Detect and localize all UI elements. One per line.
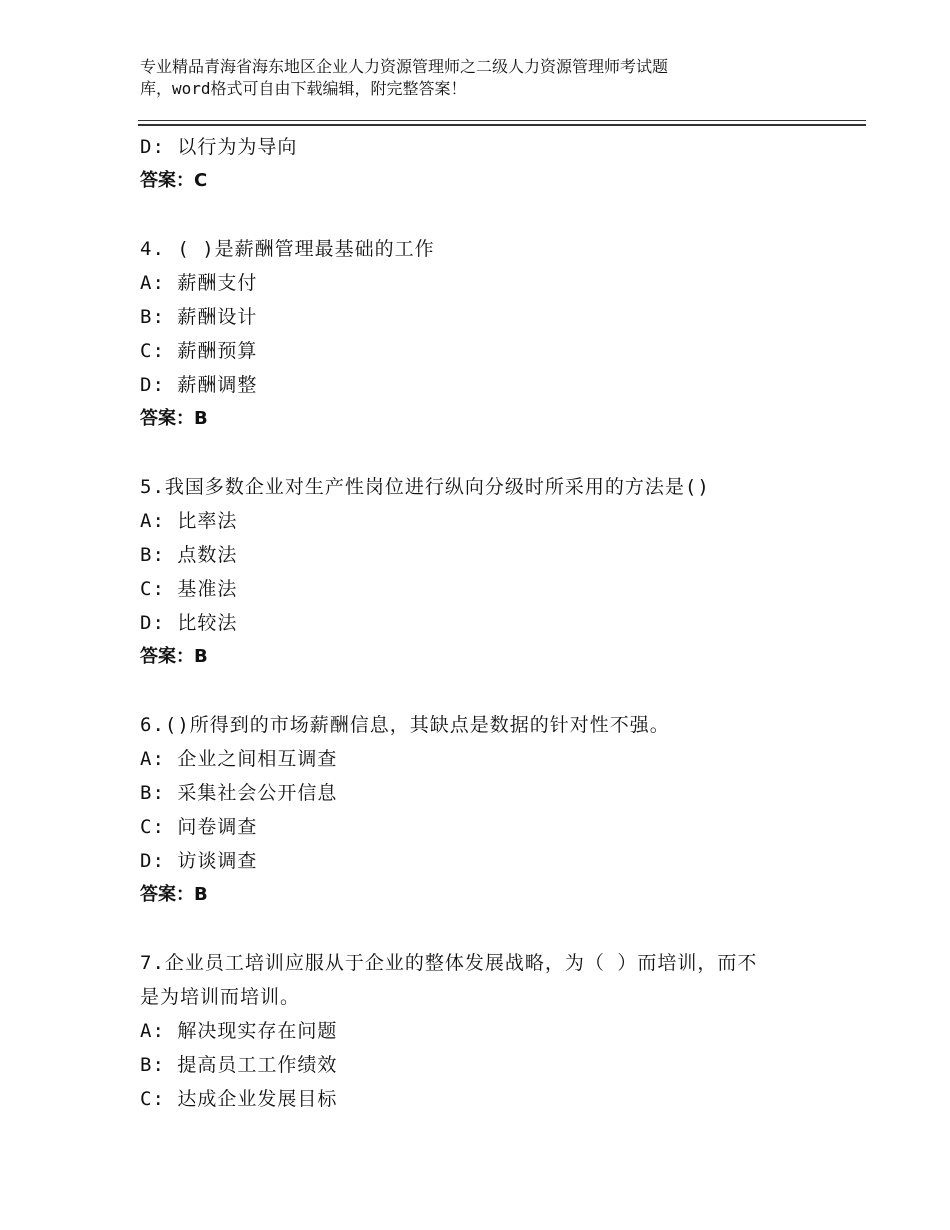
option-b: B: 薪酬设计	[140, 306, 258, 328]
option-a: A: 企业之间相互调查	[140, 748, 338, 770]
option-a: A: 解决现实存在问题	[140, 1020, 338, 1042]
option-a: A: 薪酬支付	[140, 272, 258, 294]
answer: 答案：B	[140, 884, 208, 905]
spacer	[140, 912, 840, 946]
spacer	[140, 198, 840, 232]
question-stem: 6.()所得到的市场薪酬信息，其缺点是数据的针对性不强。	[140, 714, 670, 736]
header-rule-thin	[138, 120, 866, 121]
answer: 答案：B	[140, 646, 208, 667]
option-a: A: 比率法	[140, 510, 238, 532]
option-b: B: 采集社会公开信息	[140, 782, 338, 804]
option-d: D: 访谈调查	[140, 850, 258, 872]
answer: 答案：B	[140, 408, 208, 429]
header-title-line-2: 库，word格式可自由下载编辑，附完整答案！	[140, 79, 467, 98]
option-d: D: 以行为为导向	[140, 136, 298, 158]
question-stem: 5.我国多数企业对生产性岗位进行纵向分级时所采用的方法是()	[140, 476, 710, 498]
question-stem-line-1: 7.企业员工培训应服从于企业的整体发展战略，为（ ）而培训，而不	[140, 952, 758, 974]
option-d: D: 比较法	[140, 612, 238, 634]
question-3-tail	[140, 130, 840, 198]
option-b: B: 点数法	[140, 544, 238, 566]
option-c: C: 问卷调查	[140, 816, 258, 838]
spacer	[140, 436, 840, 470]
option-c: C: 基准法	[140, 578, 238, 600]
question-4	[140, 232, 840, 436]
answer: 答案：C	[140, 170, 208, 191]
header-title-line-1: 专业精品青海省海东地区企业人力资源管理师之二级人力资源管理师考试题	[140, 57, 669, 76]
question-stem: 4. ( )是薪酬管理最基础的工作	[140, 238, 435, 260]
header-rule-thick	[138, 124, 866, 126]
option-c: C: 达成企业发展目标	[140, 1088, 338, 1110]
question-5	[140, 470, 840, 674]
option-b: B: 提高员工工作绩效	[140, 1054, 338, 1076]
question-6	[140, 708, 840, 912]
question-list	[140, 130, 840, 1116]
question-stem-line-2: 是为培训而培训。	[140, 986, 301, 1008]
page-header	[140, 56, 840, 100]
spacer	[140, 674, 840, 708]
option-c: C: 薪酬预算	[140, 340, 258, 362]
option-d: D: 薪酬调整	[140, 374, 258, 396]
question-7	[140, 946, 840, 1116]
